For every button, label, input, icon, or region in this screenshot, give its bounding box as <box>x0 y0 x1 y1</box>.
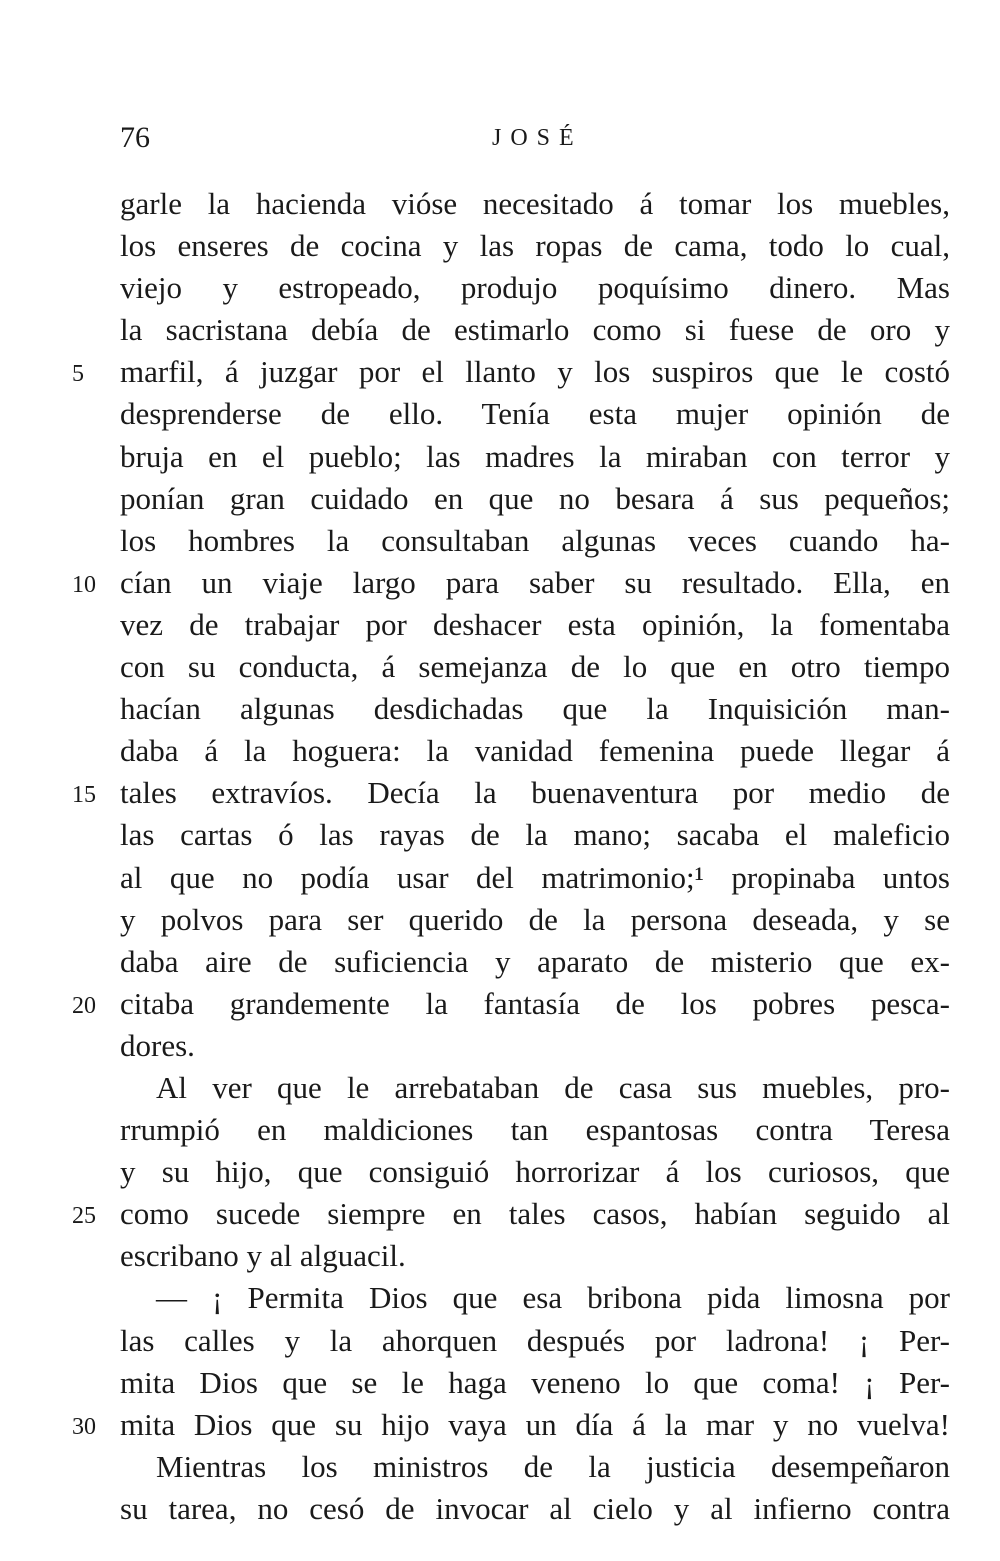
text-line <box>120 1067 950 1109</box>
running-title: JOSÉ <box>492 125 583 151</box>
text-line <box>72 1193 950 1235</box>
line-number: 25 <box>72 1203 96 1230</box>
text-line <box>120 1235 950 1277</box>
text-line <box>120 899 950 941</box>
line-text: daba á la hoguera: la vanidad femenina puede llegar á <box>120 733 950 769</box>
body-text <box>72 183 950 1530</box>
line-text: dores. <box>120 1027 195 1063</box>
line-text: Al ver que le arrebataban de casa sus muebles, pro- <box>156 1069 950 1105</box>
line-text: los hombres la consultaban algunas veces cuando ha- <box>120 522 950 558</box>
line-text: la sacristana debía de estimarlo como si fuese de oro y <box>120 312 950 348</box>
text-line <box>120 309 950 351</box>
text-line <box>120 1320 950 1362</box>
text-line <box>120 1362 950 1404</box>
text-line <box>72 772 950 814</box>
line-text: hacían algunas desdichadas que la Inquisición man- <box>120 691 950 727</box>
text-line <box>120 267 950 309</box>
text-line <box>120 225 950 267</box>
line-text: con su conducta, á semejanza de lo que en otro tiempo <box>120 649 950 685</box>
line-text: ponían gran cuidado en que no besara á sus pequeños; <box>120 480 950 516</box>
line-text: los enseres de cocina y las ropas de cama, todo lo cual, <box>120 228 950 264</box>
line-number: 15 <box>72 782 96 809</box>
running-head <box>120 118 950 158</box>
text-line <box>120 520 950 562</box>
text-line <box>120 1151 950 1193</box>
line-text: y polvos para ser querido de la persona deseada, y se <box>120 901 950 937</box>
line-text: vez de trabajar por deshacer esta opinión, la fomentaba <box>120 606 950 642</box>
text-line <box>120 857 950 899</box>
line-text: — ¡ Permita Dios que esa bribona pida limosna por <box>156 1280 950 1316</box>
line-text: daba aire de suficiencia y aparato de misterio que ex- <box>120 943 950 979</box>
text-line <box>120 1277 950 1319</box>
line-text: marfil, á juzgar por el llanto y los suspiros que le costó <box>120 354 950 390</box>
line-text: su tarea, no cesó de invocar al cielo y al infierno contra <box>120 1490 950 1526</box>
text-line <box>120 941 950 983</box>
text-line <box>120 604 950 646</box>
line-text: garle la hacienda vióse necesitado á tomar los muebles, <box>120 186 950 221</box>
text-line <box>120 814 950 856</box>
text-line <box>120 393 950 435</box>
text-line <box>72 983 950 1025</box>
line-number: 10 <box>72 571 96 598</box>
line-text: rrumpió en maldiciones tan espantosas contra Teresa <box>120 1112 950 1148</box>
text-line <box>120 183 950 225</box>
text-line <box>72 1404 950 1446</box>
line-text: mita Dios que se le haga veneno lo que coma! ¡ Per- <box>120 1364 950 1400</box>
line-text: cían un viaje largo para saber su resultado. Ella, en <box>120 564 950 600</box>
text-line <box>120 646 950 688</box>
line-text: las cartas ó las rayas de la mano; sacaba el maleficio <box>120 817 950 853</box>
line-text: desprenderse de ello. Tenía esta mujer opinión de <box>120 396 950 432</box>
text-line <box>120 436 950 478</box>
line-text: Mientras los ministros de la justicia desempeñaron <box>156 1448 950 1484</box>
text-line <box>120 1446 950 1488</box>
line-number: 30 <box>72 1413 96 1440</box>
text-line <box>72 351 950 393</box>
line-text: como sucede siempre en tales casos, habían seguido al <box>120 1196 950 1232</box>
text-line <box>72 562 950 604</box>
text-line <box>120 1488 950 1530</box>
line-text: mita Dios que su hijo vaya un día á la mar y no vuelva! <box>120 1406 950 1442</box>
line-text: tales extravíos. Decía la buenaventura por medio de <box>120 775 950 811</box>
line-text: bruja en el pueblo; las madres la miraban con terror y <box>120 438 950 474</box>
line-text: escribano y al alguacil. <box>120 1238 406 1274</box>
line-text: citaba grandemente la fantasía de los pobres pesca- <box>120 985 950 1021</box>
text-line <box>120 1025 950 1067</box>
text-line <box>120 688 950 730</box>
text-line <box>120 730 950 772</box>
text-line <box>120 478 950 520</box>
page-number: 76 <box>120 121 150 154</box>
line-text: viejo y estropeado, produjo poquísimo dinero. Mas <box>120 270 950 306</box>
line-text: las calles y la ahorquen después por ladrona! ¡ Per- <box>120 1322 950 1358</box>
text-line <box>120 1109 950 1151</box>
line-text: y su hijo, que consiguió horrorizar á los curiosos, que <box>120 1154 950 1190</box>
line-number: 5 <box>72 361 84 388</box>
line-text: al que no podía usar del matrimonio;¹ propinaba untos <box>120 859 950 895</box>
line-number: 20 <box>72 992 96 1019</box>
